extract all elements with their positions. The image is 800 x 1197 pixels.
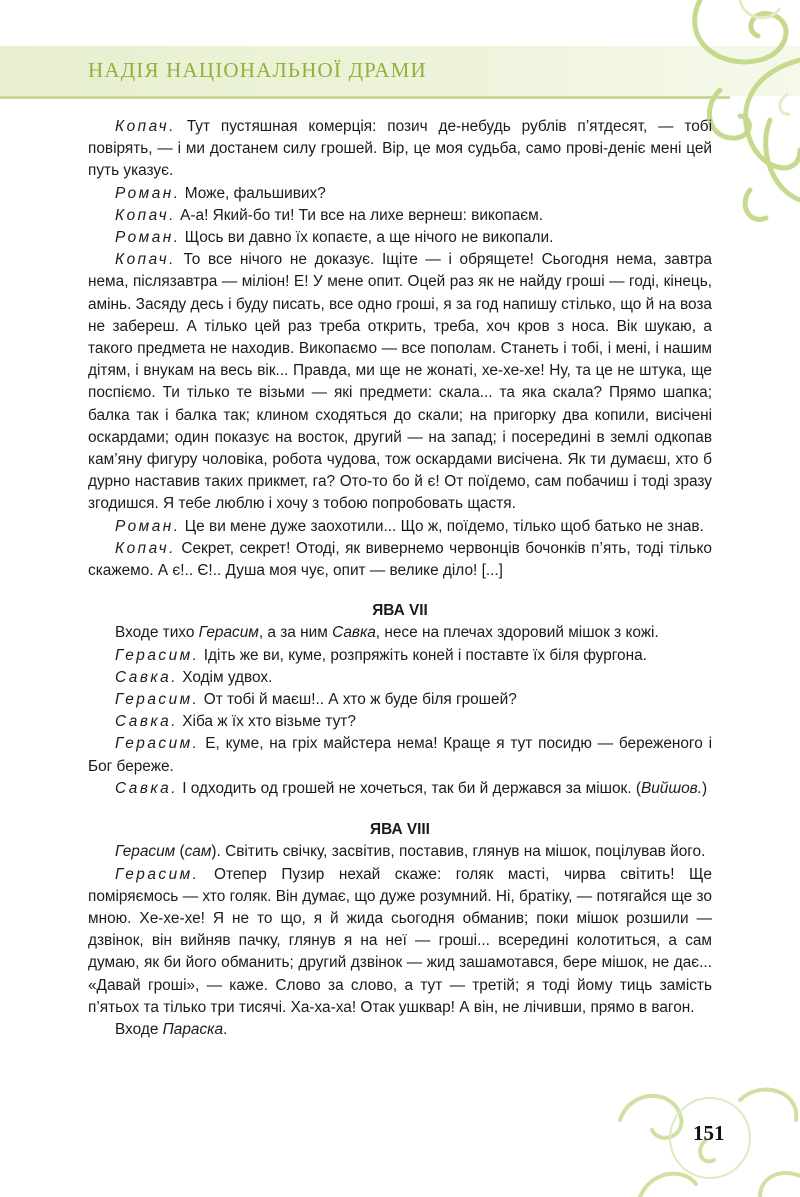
- header-rule: [0, 96, 730, 99]
- stage-text: Входе: [115, 1020, 163, 1038]
- speaker-name: Роман.: [115, 517, 181, 535]
- dialogue-line: [88, 538, 712, 582]
- dialogue-text: Ідіть же ви, куме, розпряжіть коней і поставте їх біля фургона.: [199, 646, 647, 664]
- dialogue-line: [88, 864, 712, 1019]
- stage-note: Вийшов.: [640, 779, 702, 797]
- speaker-name: Савка.: [115, 713, 178, 731]
- stage-text: , несе на плечах здоровий мішок з кожі.: [375, 624, 659, 642]
- stage-direction: [88, 622, 712, 644]
- character-name: Герасим: [115, 843, 176, 861]
- page-number: 151: [693, 1121, 725, 1145]
- speaker-name: Герасим.: [115, 865, 200, 883]
- dialogue-line: [88, 645, 712, 667]
- speaker-name: Савка.: [115, 779, 178, 797]
- dialogue-line: [88, 205, 712, 227]
- speaker-name: Герасим.: [115, 735, 200, 753]
- dialogue-text: Може, фальшивих?: [180, 184, 326, 202]
- stage-direction: [88, 1019, 712, 1041]
- stage-text: , а за ним: [258, 624, 333, 642]
- stage-direction: [88, 841, 712, 863]
- dialogue-line: [88, 183, 712, 205]
- scene-heading: ЯВА VIII: [370, 821, 430, 839]
- stage-text: ). Світить свічку, засвітив, поставив, глянув на мішок, поцілував його.: [211, 843, 706, 861]
- speaker-name: Роман.: [115, 184, 181, 202]
- dialogue-text: Хіба ж їх хто візьме тут?: [177, 713, 356, 731]
- speaker-name: Савка.: [115, 668, 178, 686]
- speaker-name: Герасим.: [115, 691, 200, 709]
- dialogue-line: [88, 778, 712, 800]
- dialogue-text: ): [701, 779, 708, 797]
- character-name: Герасим: [198, 624, 259, 642]
- dialogue-line: [88, 249, 712, 515]
- section-gap: [88, 582, 712, 600]
- dialogue-text: Ходім удвох.: [177, 668, 273, 686]
- dialogue-text: То все нічого не доказує. Іщіте — і обрящете! Сьогодня нема, завтра нема, післязавтра — міліон! Е! У мене опит. Оцей раз як не найду гроші — годі, кінець, амінь. Засяду десь і буду писать, все одно гроші, я за год напишу стілько, що й на воза не забереш. А тілько цей раз треба открить, треба, хоч кров з носа. Вік шукаю, а такого предмета не находив. Викопаємо — все пополам. Станеть і тобі, і мені, і нашим дітям, і внукам на весь вік... Правда, ми ще не жонаті, хе-хе-хе! Ну, та це не штука, ще поспіємо. Ти тілько те візьми — які предмети: скала... та яка скала? Прямо шапка; балка так і балка так; клином сходяться до скали; на пригорку два копили, висічені оскардами; один показує на восток, другий — на запад; і посередині в землі одкопав кам’яну фигуру чоловіка, робота чудова, тож оскардами висічена. Як ти думаєш, хто б дурно наставив таких прикмет, га? Ото-то бо й є! От поїдемо, сам побачиш і тоді зразу згодишся. Я тебе люблю і хочу з тобою попробовать щастя.: [88, 251, 712, 513]
- dialogue-line: [88, 733, 712, 777]
- dialogue-text: Секрет, секрет! Отоді, як вивернемо червонців бочонків п’ять, тоді тілько скажемо. А є!.. Є!.. Душа моя чує, опит — велике діло! [...]: [88, 539, 712, 580]
- dialogue-text: А-а! Який-бо ти! Ти все на лихе вернеш: викопаєм.: [175, 206, 543, 224]
- dialogue-text: Тут пустяшная комерція: позич де-небудь рублів п’ятдесят, — тобі повірять, — і ми достанем силу грошей. Вір, це моя судьба, само прові-деніє мені цей путь указує.: [88, 118, 712, 180]
- dialogue-text: Отепер Пузир нехай скаже: голяк масті, чирва світить! Ще поміряємось — хто голяк. Він думає, що дуже розумний. Ні, братіку, — потягайся ще зо мною. Хе-хе-хе! Я не то що, я й жида сьогодня обманив; поки мішок розшили — дзвінок, він вийняв пачку, глянув я на неї — гроші... всередині колотиться, а сам думаю, як би його обманить; другий дзвінок — жид зашамотався, бере мішок, не дає... «Давай гроші», — каже. Слово за слово, а тут — третій; я тоді йому тиць замість п’ятьох та тілько три тисячі. Ха-ха-ха! Отак ушквар! А він, не лічивши, прямо в вагон.: [88, 865, 712, 1016]
- page-body: [88, 116, 712, 1041]
- dialogue-line: [88, 667, 712, 689]
- dialogue-line: [88, 711, 712, 733]
- character-name: Параска: [162, 1020, 224, 1038]
- dialogue-text: Щось ви давно їх копаєте, а ще нічого не викопали.: [180, 229, 554, 247]
- dialogue-line: [88, 516, 712, 538]
- scene-heading: ЯВА VII: [372, 602, 428, 620]
- dialogue-line: [88, 227, 712, 249]
- stage-text: (: [175, 843, 185, 861]
- running-title: НАДІЯ НАЦІОНАЛЬНОЇ ДРАМИ: [88, 58, 427, 82]
- speaker-name: Копач.: [115, 118, 176, 135]
- stage-note: сам: [184, 843, 212, 861]
- dialogue-text: І одходить од грошей не хочеться, так би й держався за мішок. (: [177, 779, 641, 797]
- character-name: Савка: [332, 624, 376, 642]
- stage-text: Входе тихо: [115, 624, 199, 642]
- speaker-name: Копач.: [115, 206, 176, 224]
- section-gap: [88, 800, 712, 819]
- speaker-name: Роман.: [115, 229, 181, 247]
- speaker-name: Герасим.: [115, 646, 200, 664]
- speaker-name: Копач.: [115, 539, 176, 557]
- dialogue-text: От тобі й маєш!.. А хто ж буде біля грошей?: [199, 691, 517, 709]
- stage-text: .: [223, 1020, 228, 1038]
- dialogue-line: [88, 689, 712, 711]
- dialogue-text: Е, куме, на гріх майстера нема! Краще я тут посидю — береженого і Бог береже.: [88, 735, 712, 775]
- dialogue-line: [88, 116, 712, 183]
- speaker-name: Копач.: [115, 251, 176, 269]
- dialogue-text: Це ви мене дуже заохотили... Що ж, поїдемо, тілько щоб батько не знав.: [180, 517, 704, 535]
